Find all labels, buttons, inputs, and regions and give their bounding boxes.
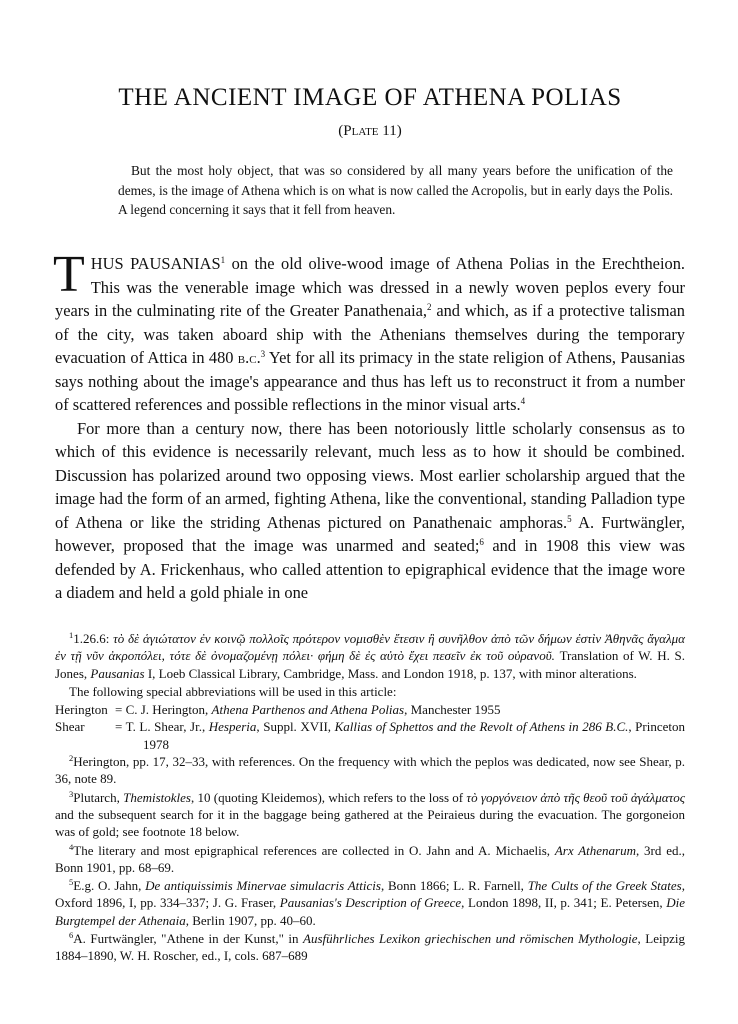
footnote-4: $^4$The literary and most epigraphical references are collected in O. Jahn and A. Michaelis, Arx Athenarum, 3rd ed., Bonn 1901, pp. 68–69.: [55, 841, 685, 875]
footnote-1: $^1$1.26.6: τὸ δὲ ἁγιώτατον ἐν κοινῷ πολλοῖς πρότερον νομισθὲν ἔτεσιν ἢ συνῆλθον ἀπὸ τῶν δήμων ἐστὶν Ἀθηνᾶς ἄγαλμα ἐν τῇ νῦν ἀκροπόλει, τότε δὲ ὀνομαζομένῃ πόλει· φήμη δὲ ἐς αὐτὸ ἔχει πεσεῖν ἐκ τοῦ οὐρανοῦ. Translation of W. H. S. Jones, Pausanias I, Loeb Classical Library, Cambridge, Mass. and London 1918, p. 137, with minor alterations.: [55, 630, 685, 681]
epigraph-quote: But the most holy object, that was so considered by all many years before the unification of the demes, is the image of Athena which is on what is now called the Acropolis, but in early days the Polis. A legend concerning it says that it fell from heaven.: [118, 163, 673, 217]
article-body: [53, 246, 686, 605]
footnote-6: $^6$A. Furtwängler, "Athene in der Kunst," in Ausführliches Lexikon griechischen und römischen Mythologie, Leipzig 1884–1890, W. H. Roscher, ed., I, cols. 687–689: [55, 930, 685, 964]
footnote-ref: 4: [520, 396, 526, 406]
abbreviations-intro: The following special abbreviations will be used in this article:: [69, 683, 397, 699]
footnote-3: $^3$Plutarch, Themistokles, 10 (quoting Kleidemos), which refers to the loss of τὸ γοργόνειον ἀπὸ τῆς θεοῦ τοῦ ἀγάλματος and the subsequent search for it in the baggage being gathered at the Peiraieus during the evacuation. The gorgoneion was of gold; see footnote 18 below.: [55, 788, 685, 840]
footnote-2: $^2$Herington, pp. 17, 32–33, with references. On the frequency with which the peplos was dedicated, now see Shear, p. 36, note 89.: [55, 753, 685, 787]
footnote-5: $^5$E.g. O. Jahn, De antiquissimis Minervae simulacris Atticis, Bonn 1866; L. R. Farnell, The Cults of the Greek States, Oxford 1896, I, pp. 334–337; J. G. Fraser, Pausanias's Description of Greece, London 1898, II, p. 341; E. Petersen, Die Burgtempel der Athenaia, Berlin 1907, pp. 40–60.: [55, 877, 685, 928]
paragraph-1: THUS PAUSANIAS$^1$ on the old olive-wood image of Athena Polias in the Erechtheion. This was the venerable image which was dressed in a newly woven peplos every four years in the culminating rite of the Greater Panathenaia,$^2$ and which, as if a protective talisman of the city, was taken aboard ship with the Athenians themselves during the temporary evacuation of Attica in 480 b.c.$^3$ Yet for all its primacy in the state religion of Athens, Pausanias says nothing about the image's appearance and thus has left us to reconstruct it from a number of scattered references and possible reflections in the minor visual arts.$^4$: [53, 246, 686, 414]
footnote-ref: 2: [427, 302, 432, 312]
lead-in: HUS PAUSANIAS: [90, 254, 221, 273]
footnote-ref: 5: [567, 513, 572, 524]
footnote-ref: 1: [220, 255, 226, 265]
article-title: THE ANCIENT IMAGE OF ATHENA POLIAS: [118, 84, 622, 111]
footnote-ref: 3: [260, 349, 266, 359]
footnote-ref: 6: [479, 537, 484, 547]
paragraph-2: For more than a century now, there has been notoriously little scholarly consensus as to which of this evidence is necessarily relevant, much less as to how it should be combined. Discussion has polarized around two opposing views. Most earlier scholarship argued that the image had the form of an armed, fighting Athena, like the conventional, standing Palladion type of Athena or like the striding Athenas pictured on Panathenaic amphoras.$^5$ A. Furtwängler, however, proposed that the image was unarmed and seated;$^6$ and in 1908 this view was defended by A. Frickenhaus, who called attention to epigraphical evidence that the image wore a diadem and held a gold phiale in one: [55, 418, 685, 602]
drop-cap: T: [53, 246, 85, 303]
abbreviation-herington: Herington = C. J. Herington, Athena Parthenos and Athena Polias, Manchester 1955: [55, 702, 501, 718]
footnotes: [55, 630, 685, 966]
plate-reference: (Plate 11): [338, 123, 402, 139]
abbreviation-shear: Shear = T. L. Shear, Jr., Hesperia, Suppl. XVII, Kallias of Sphettos and the Revolt of Athens in 286 B.C., Princeton 1978: [55, 719, 685, 752]
greek-quote: τὸ δὲ ἁγιώτατον ἐν κοινῷ πολλοῖς πρότερον νομισθὲν ἔτεσιν ἢ συνῆλθον ἀπὸ τῶν δήμων ἐστὶν Ἀθηνᾶς ἄγαλμα ἐν τῇ νῦν ἀκροπόλει, τότε δὲ ὀνομαζομένῃ πόλει· φήμη δὲ ἐς αὐτὸ ἔχει πεσεῖν ἐκ τοῦ οὐρανοῦ.: [55, 631, 685, 664]
